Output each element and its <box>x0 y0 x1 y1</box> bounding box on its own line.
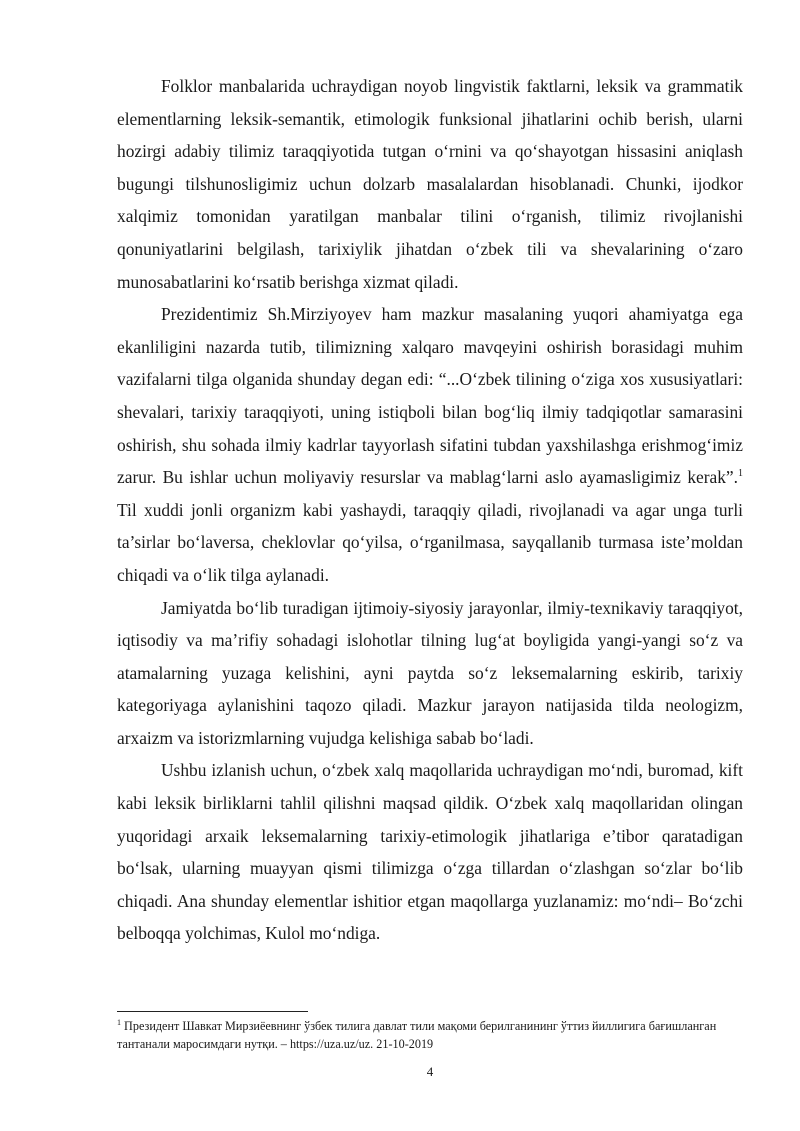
paragraph-3: Jamiyatda bo‘lib turadigan ijtimoiy-siyosiy jarayonlar, ilmiy-texnikaviy taraqqiyot, iqtisodiy va ma’rifiy sohadagi islohotlar tilning lug‘at boyligida yangi-yangi so‘z va atamalarning yuzaga kelishini, ayni paytda so‘z leksemalarning eskirib, tarixiy kategoriyaga aylanishini taqozo qiladi. Mazkur jarayon natijasida tilda neologizm, arxaizm va istorizmlarning vujudga kelishiga sabab bo‘ladi. <box>117 597 743 748</box>
footnote-reference[interactable]: 1 <box>738 468 743 480</box>
paragraph-2-text-b: Til xuddi jonli organizm kabi yashaydi, taraqqiy qiladi, rivojlanadi va agar unga turli ta’sirlar bo‘laversa, cheklovlar qo‘yilsa, o‘rganilmasa, sayqallanib turmasa iste’moldan chiqadi va o‘lik tilga aylanadi. <box>117 499 743 585</box>
paragraph-1: Folklor manbalarida uchraydigan noyob lingvistik faktlarni, leksik va grammatik elementlarning leksik-semantik, etimologik funksional jihatlarini ochib berish, ularni hozirgi adabiy tilimiz taraqqiyotida tutgan o‘rnini va qo‘shayotgan hissasini aniqlash bugungi tilshunosligimiz uchun dolzarb masalalardan hisoblanadi. Chunki, ijodkor xalqimiz tomonidan yaratilgan manbalar tilini o‘rganish, tilimiz rivojlanishi qonuniyatlarini belgilash, tarixiylik jihatdan o‘zbek tili va shevalarining o‘zaro munosabatlarini ko‘rsatib berishga xizmat qiladi. <box>117 76 743 292</box>
footnote-separator <box>117 1011 308 1012</box>
paragraph-2 <box>117 298 743 591</box>
footnote-mark: 1 <box>117 1017 121 1027</box>
footnote <box>117 1017 743 1053</box>
footnote-text: Президент Шавкат Мирзиёевнинг ўзбек тилига давлат тили мақоми берилганининг ўттиз йиллигига бағишланган тантанали маросимдаги нутқи. – https://uza.uz/uz. 21-10-2019 <box>117 1019 717 1051</box>
paragraph-4: Ushbu izlanish uchun, o‘zbek xalq maqollarida uchraydigan mo‘ndi, buromad, kift kabi leksik birliklarni tahlil qilishni maqsad qildik. O‘zbek xalq maqollaridan olingan yuqoridagi arxaik leksemalarning tarixiy-etimologik jihatlariga e’tibor qaratadigan bo‘lsak, ularning muayyan qismi tilimizga o‘zga tillardan o‘zlashgan so‘zlar bo‘lib chiqadi. Ana shunday elementlar ishitior etgan maqollarga yuzlanamiz: mo‘ndi– Bo‘zchi belboqqa yolchimas, Kulol mo‘ndiga. <box>117 760 743 944</box>
paragraph-2-text-a: Prezidentimiz Sh.Mirziyoyev ham mazkur masalaning yuqori ahamiyatga ega ekanliligini nazarda tutib, tilimizning xalqaro mavqeyini oshirish borasidagi muhim vazifalarni tilga olganida shunday degan edi: “...O‘zbek tilining o‘ziga xos xususiyatlari: shevalari, tarixiy taraqqiyoti, uning istiqboli bilan bog‘liq ilmiy tadqiqotlar samarasini oshirish, shu sohada ilmiy kadrlar tayyorlash sifatini tubdan yaxshilashga erishmog‘imiz zarur. Bu ishlar uchun moliyaviy resurslar va mablag‘larni aslo ayamasligimiz kerak”. <box>117 304 743 488</box>
page-number: 4 <box>426 1064 434 1079</box>
body-text <box>117 70 743 950</box>
